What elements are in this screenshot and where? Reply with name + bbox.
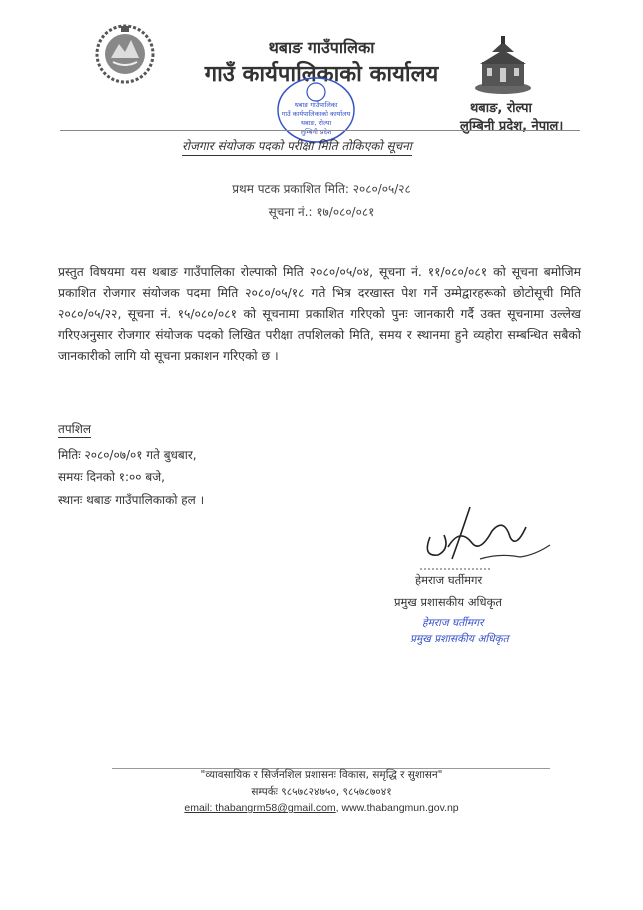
stamp-signatory-name: हेमराज घर्तीमगर xyxy=(422,617,484,629)
office-stamp xyxy=(275,74,357,146)
header-divider xyxy=(60,130,580,131)
footer-links xyxy=(0,802,643,814)
exam-venue: स्थानः थबाङ गाउँपालिकाको हल । xyxy=(58,493,205,507)
details-heading: तपशिल xyxy=(58,422,92,436)
website-link[interactable]: , www.thabangmun.gov.np xyxy=(335,802,459,814)
notice-body: प्रस्तुत विषयमा यस थबाङ गाउँपालिका रोल्पाको मिति २०८०/०५/०४, सूचना नं. ११/०८०/०८१ को सूचना बमोजिम प्रकाशित रोजगार संयोजक पदमा मिति २०८०/०५/१८ गते भित्र दरखास्त पेश गर्ने उम्मेद्वारहरूको छोटोसूची मिति २०८०/०५/२२, सूचना नं. १५/०८०/०८१ को सूचनामा प्रकाशित गरिएको पुनः जानकारी गर्दै उक्त सूचनामा उल्लेख गरिएअनुसार रोजगार संयोजक पदको लिखित परीक्षा तपशिलको मिति, समय र स्थानमा हुने व्यहोरा सम्बन्धित सबैको जानकारीको लागि यो सूचना प्रकाशन गरिएको छ । xyxy=(58,265,581,363)
footer-contact: सम्पर्कः ९८५७८२४७५०, ९८५७८७०४१ xyxy=(251,786,392,798)
office-name: गाउँ कार्यपालिकाको कार्यालय xyxy=(204,62,439,87)
notice-number: सूचना नं.: १७/०८०/०८१ xyxy=(268,205,375,219)
signatory-name: हेमराज घर्तीमगर xyxy=(415,573,483,587)
stamp-signatory-role: प्रमुख प्रशासकीय अधिकृत xyxy=(410,633,509,645)
municipality-name: थबाङ गाउँपालिका xyxy=(268,38,375,57)
footer-motto: "व्यावसायिक र सिर्जनशिल प्रशासनः विकास, समृद्धि र सुशासन" xyxy=(200,769,443,781)
exam-time: समयः दिनको १:०० बजे, xyxy=(58,470,165,484)
signatory-role: प्रमुख प्रशासकीय अधिकृत xyxy=(394,595,502,609)
stamp-line4: लुम्बिनी प्रदेश xyxy=(300,128,332,136)
email-link[interactable]: email: thabangrm58@gmail.com xyxy=(184,802,336,814)
address-line1: थबाङ, रोल्पा xyxy=(470,101,532,116)
handwritten-signature xyxy=(400,497,560,577)
stamp-line2: गाउँ कार्यपालिकाको कार्यालय xyxy=(281,110,351,118)
notice-subject: रोजगार संयोजक पदको परीक्षा मिति तोकिएको सूचना xyxy=(182,137,412,156)
stamp-line1: थबाङ गाउँपालिका xyxy=(294,101,338,109)
exam-date: मितिः २०८०/०७/०१ गते बुधबार, xyxy=(58,448,197,462)
address-line2: लुम्बिनी प्रदेश, नेपाल। xyxy=(460,119,564,134)
published-date: प्रथम पटक प्रकाशित मिति: २०८०/०५/२८ xyxy=(232,182,411,196)
stamp-line3: थबाङ, रोल्पा xyxy=(300,119,332,127)
